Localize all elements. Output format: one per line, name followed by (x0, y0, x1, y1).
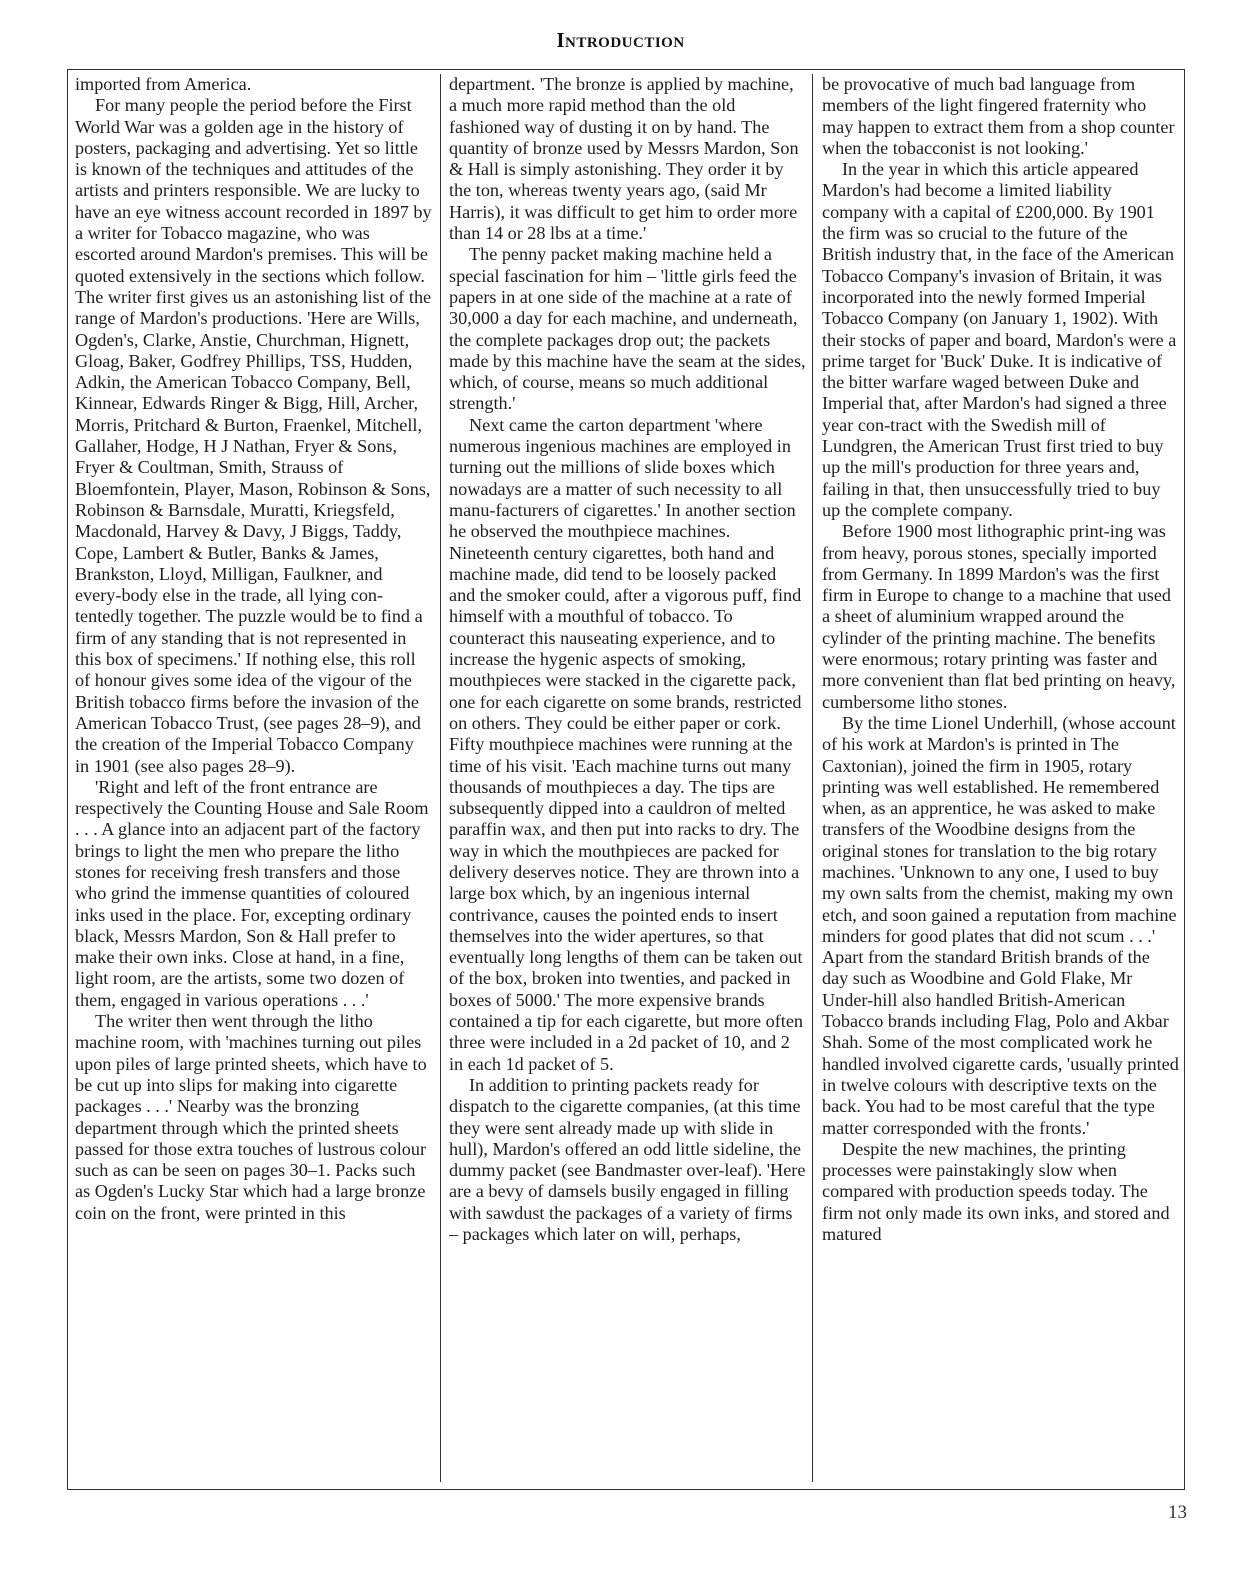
page-header: Introduction (556, 28, 685, 52)
paragraph: Before 1900 most lithographic print-ing was from heavy, porous stones, specially imported from Germany. In 1899 Mardon's was the first firm in Europe to change to a machine that used a sheet of aluminium wrapped around the cylinder of the printing machine. The benefits were enormous; rotary printing was faster and more convenient than flat bed printing on heavy, cumbersome litho stones. (822, 521, 1176, 712)
text-column-2 (449, 74, 806, 1484)
column-divider (812, 74, 813, 1482)
paragraph: Despite the new machines, the printing processes were painstakingly slow when compared with production speeds today. The firm not only made its own inks, and stored and matured (822, 1138, 1170, 1245)
page-number: 13 (1168, 1502, 1187, 1523)
paragraph: department. 'The bronze is applied by machine, a much more rapid method than the old fashioned way of dusting it on by hand. The quantity of bronze used by Messrs Mardon, Son & Hall is simply astonishing. They order it by the ton, whereas twenty years ago, (said Mr Harris), it was difficult to get him to order more than 14 or 28 lbs at a time.' (449, 74, 799, 244)
paragraph: be provocative of much bad language from members of the light fingered fraternity who may happen to extract them from a shop counter when the tobacconist is not looking.' (822, 74, 1175, 158)
column-divider (440, 74, 441, 1482)
paragraph: The penny packet making machine held a special fascination for him – 'little girls feed the papers in at one side of the machine at a rate of 30,000 a day for each machine, and underneath, the complete packages drop out; the packets made by this machine have the seam at the sides, which, of course, means so much additional strength.' (449, 244, 806, 414)
paragraph: In addition to printing packets ready for dispatch to the cigarette companies, (at this time they were sent already made up with slide in hull), Mardon's offered an odd little sideline, the dummy packet (see Bandmaster over-leaf). 'Here are a bevy of damsels busily engaged in filling with sawdust the packages of a variety of firms – packages which later on will, perhaps, (449, 1074, 806, 1245)
paragraph: The writer then went through the litho machine room, with 'machines turning out piles upon piles of large printed sheets, which have to be cut up into slips for making into cigarette packages . . .' Nearby was the bronzing department through which the printed sheets passed for those extra touches of lustrous colour such as can be seen on pages 30–1. Packs such as Ogden's Lucky Star which had a large bronze coin on the front, were printed in this (75, 1011, 427, 1223)
paragraph: By the time Lionel Underhill, (whose account of his work at Mardon's is printed in The Caxtonian), joined the firm in 1905, rotary printing was well established. He remembered when, as an apprentice, he was asked to make transfers of the Woodbine designs from the original stones for translation to the big rotary machines. 'Unknown to any one, I used to buy my own salts from the chemist, making my own etch, and soon gained a reputation from machine minders for good plates that did not scum . . .' Apart from the standard British brands of the day such as Woodbine and Gold Flake, Mr Under-hill also handled British-American Tobacco brands including Flag, Polo and Akbar Shah. Some of the most complicated work he handled involved cigarette cards, 'usually printed in twelve colours with descriptive texts on the back. You had to be most careful that the type matter corresponded with the fronts.' (822, 712, 1179, 1138)
paragraph: For many people the period before the First World War was a golden age in the history of posters, packaging and advertising. Yet so little is known of the techniques and attitudes of the artists and printers responsible. We are lucky to have an eye witness account recorded in 1897 by a writer for Tobacco magazine, who was escorted around Mardon's premises. This will be quoted extensively in the sections which follow. The writer first gives us an astonishing list of the range of Mardon's productions. 'Here are Wills, Ogden's, Clarke, Anstie, Churchman, Hignett, Gloag, Baker, Godfrey Phillips, TSS, Hudden, Adkin, the American Tobacco Company, Bell, Kinnear, Edwards Ringer & Bigg, Hill, Archer, Morris, Pritchard & Burton, Fraenkel, Mitchell, Gallaher, Hodge, H J Nathan, Fryer & Sons, Fryer & Coultman, Smith, Strauss of Bloemfontein, Player, Mason, Robinson & Sons, Robinson & Barnsdale, Muratti, Kriegsfeld, Macdonald, Harvey & Davy, J Biggs, Taddy, Cope, Lambert & Butler, Banks & James, Brankston, Lloyd, Milligan, Faulkner, and every-body else in the trade, all lying con-tentedly together. The puzzle would be to find a firm of any standing that is not represented in this box of specimens.' If nothing else, this roll of honour gives some idea of the vigour of the British tobacco firms before the invasion of the American Tobacco Trust, (see pages 28–9), and the creation of the Imperial Tobacco Company in 1901 (see also pages 28–9). (75, 95, 432, 776)
paragraph: Next came the carton department 'where numerous ingenious machines are employed in turning out the millions of slide boxes which nowadays are a matter of such necessity to all manu-facturers of cigarettes.' In another section he observed the mouthpiece machines. Nineteenth century cigarettes, both hand and machine made, did tend to be loosely packed and the smoker could, after a vigorous puff, find himself with a mouthful of tobacco. To counteract this nauseating experience, and to increase the hygenic aspects of smoking, mouthpieces were stacked in the cigarette pack, one for each cigarette on some brands, restricted on others. They could be either paper or cork. Fifty mouthpiece machines were running at the time of his visit. 'Each machine turns out many thousands of mouthpieces a day. The tips are subsequently dipped into a cauldron of melted paraffin wax, and then put into racks to dry. The way in which the mouthpieces are packed for delivery deserves notice. They are thrown into a large box which, by an ingenious internal contrivance, causes the pointed ends to insert themselves into the wider apertures, so that eventually long lengths of them can be taken out of the box, broken into twenties, and packed in boxes of 5000.' The more expensive brands contained a tip for each cigarette, but more often three were included in a 2d packet of 10, and 2 in each 1d packet of 5. (449, 414, 803, 1074)
paragraph: 'Right and left of the front entrance are respectively the Counting House and Sale Room . . . A glance into an adjacent part of the factory brings to light the men who prepare the litho stones for receiving fresh transfers and those who grind the immense quantities of coloured inks used in the place. For, excepting ordinary black, Messrs Mardon, Son & Hall prefer to make their own inks. Close at hand, in a fine, light room, are the artists, some two dozen of them, engaged in various operations . . .' (75, 776, 429, 1010)
text-column-3 (822, 74, 1179, 1484)
paragraph: In the year in which this article appeared Mardon's had become a limited liability company with a capital of £200,000. By 1901 the firm was so crucial to the future of the British industry that, in the face of the American Tobacco Company's invasion of Britain, it was incorporated into the newly formed Imperial Tobacco Company (on January 1, 1902). With their stocks of paper and board, Mardon's were a prime target for 'Buck' Duke. It is indicative of the bitter warfare waged between Duke and Imperial that, after Mardon's had signed a three year con-tract with the Swedish mill of Lundgren, the American Trust first tried to buy up the mill's production for three years and, failing in that, then unsuccessfully tried to buy up the complete company. (822, 159, 1177, 520)
text-column-1 (75, 74, 432, 1484)
paragraph: imported from America. (75, 74, 252, 94)
